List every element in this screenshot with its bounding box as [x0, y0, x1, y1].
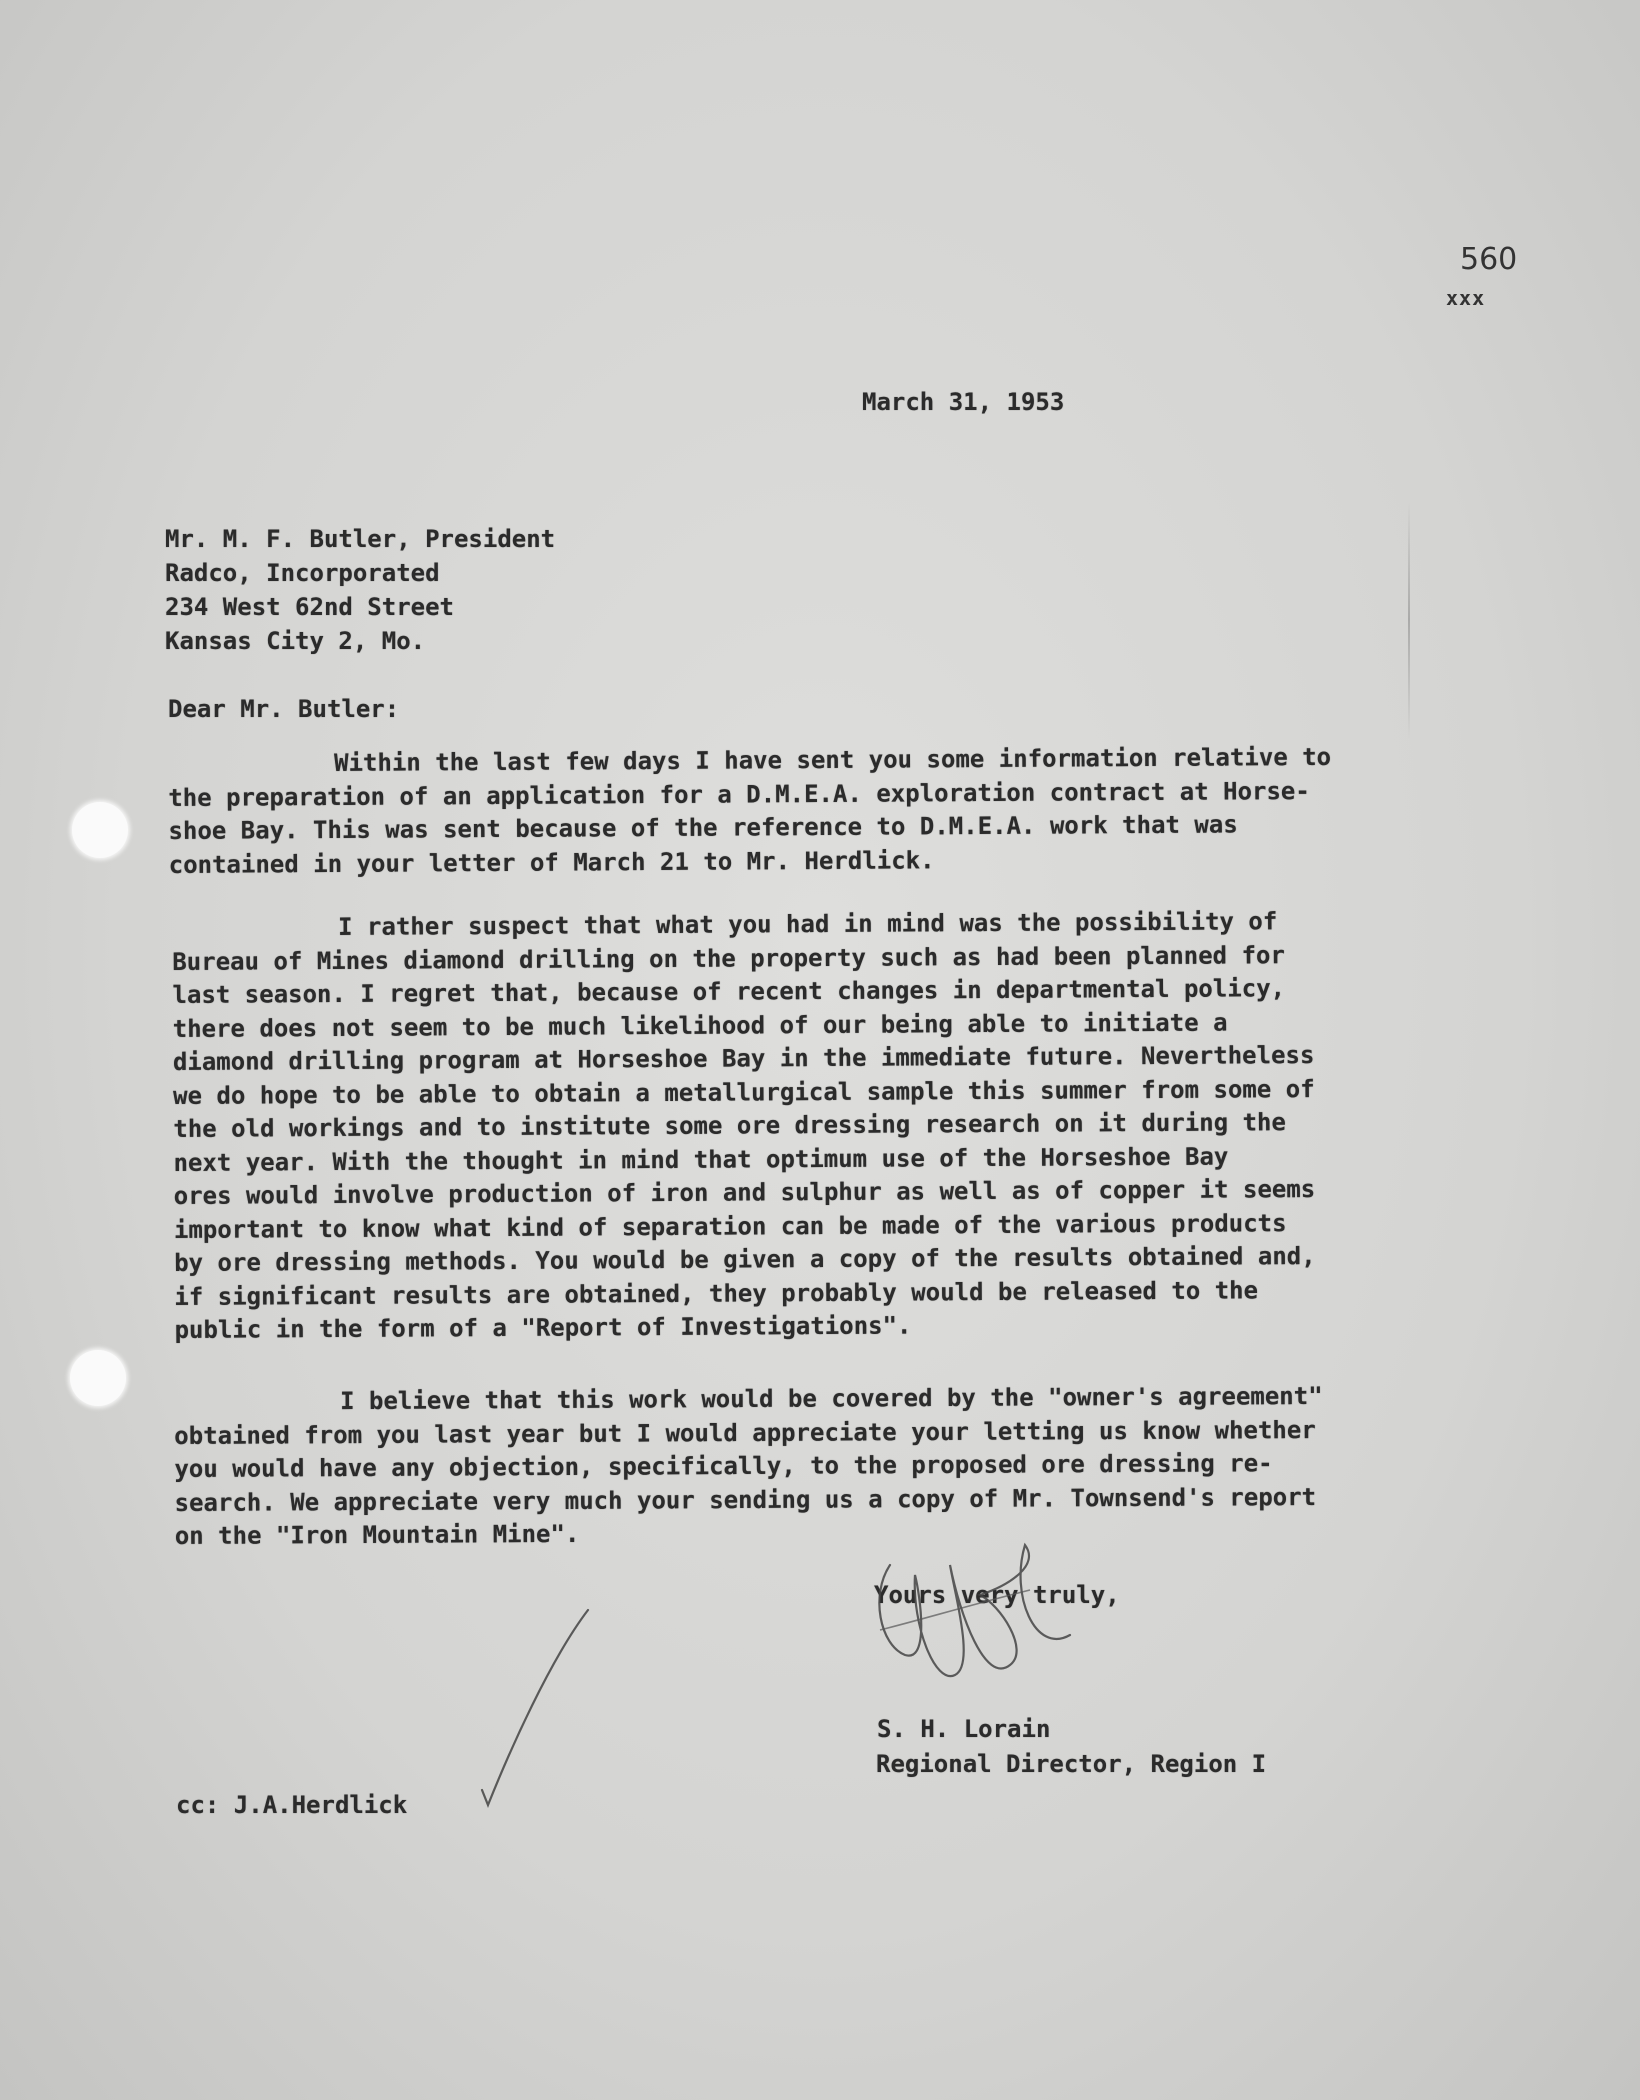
paragraph-line: we do hope to be able to obtain a metallurgical sample this summer from some of [173, 1074, 1315, 1110]
punch-hole [70, 1350, 126, 1406]
recipient-line: Mr. M. F. Butler, President [165, 525, 556, 553]
paragraph-line: I rather suspect that what you had in mind was the possibility of [338, 907, 1278, 941]
body-paragraph-1 [168, 741, 1332, 882]
paragraph-line: I believe that this work would be covered by the "owner's agreement" [340, 1381, 1323, 1416]
paragraph-line: last season. I regret that, because of recent changes in departmental policy, [172, 974, 1286, 1009]
handwritten-signature [860, 1535, 1080, 1715]
paragraph-line: obtained from you last year but I would appreciate your letting us know whether [174, 1415, 1316, 1450]
paragraph-line: contained in your letter of March 21 to Mr. Herdlick. [168, 845, 935, 879]
paragraph-line: on the "Iron Mountain Mine". [174, 1519, 580, 1550]
paragraph-line: important to know what kind of separation can be made of the various products [173, 1208, 1287, 1244]
signer-name: S. H. Lorain [877, 1715, 1051, 1743]
check-mark-icon [460, 1600, 600, 1820]
body-paragraph-3 [174, 1380, 1323, 1554]
recipient-line: Radco, Incorporated [165, 559, 440, 587]
recipient-address [165, 522, 555, 658]
recipient-line: 234 West 62nd Street [165, 593, 454, 621]
paragraph-line: Bureau of Mines diamond drilling on the property such as had been planned for [172, 940, 1285, 976]
paragraph-line: the preparation of an application for a D.M.E.A. exploration contract at Horse- [168, 776, 1310, 812]
signer-title: Regional Director, Region I [876, 1750, 1267, 1778]
paragraph-line: diamond drilling program at Horseshoe Bay in the immediate future. Nevertheless [172, 1041, 1315, 1076]
recipient-line: Kansas City 2, Mo. [165, 627, 426, 655]
paper-crease [1408, 500, 1410, 740]
salutation: Dear Mr. Butler: [168, 695, 400, 723]
paragraph-line: ores would involve production of iron and sulphur as well as of copper it seems [173, 1175, 1316, 1210]
paragraph-line: Within the last few days I have sent you some information relative to [334, 742, 1332, 777]
letter-date: March 31, 1953 [862, 388, 1065, 416]
body-paragraph-2 [172, 905, 1316, 1347]
punch-hole [72, 802, 128, 858]
paragraph-line: by ore dressing methods. You would be given a copy of the results obtained and, [174, 1242, 1316, 1277]
paragraph-line: if significant results are obtained, they probably would be released to the [174, 1275, 1259, 1311]
paragraph-line: the old workings and to institute some ore dressing research on it during the [173, 1108, 1286, 1143]
paragraph-line: next year. With the thought in mind that optimum use of the Horseshoe Bay [173, 1142, 1229, 1177]
closing: Yours very truly, [874, 1581, 1120, 1609]
paragraph-line: search. We appreciate very much your sending us a copy of Mr. Townsend's report [174, 1482, 1317, 1517]
file-number: 560 [1460, 242, 1518, 277]
cc-line: cc: J.A.Herdlick [176, 1791, 408, 1819]
paragraph-line: there does not seem to be much likelihood of our being able to initiate a [172, 1008, 1228, 1043]
paragraph-line: you would have any objection, specifically, to the proposed ore dressing re- [174, 1449, 1273, 1483]
paragraph-line: public in the form of a "Report of Investigations". [174, 1311, 912, 1344]
file-mark: xxx [1446, 286, 1486, 310]
paragraph-line: shoe Bay. This was sent because of the reference to D.M.E.A. work that was [168, 810, 1238, 845]
